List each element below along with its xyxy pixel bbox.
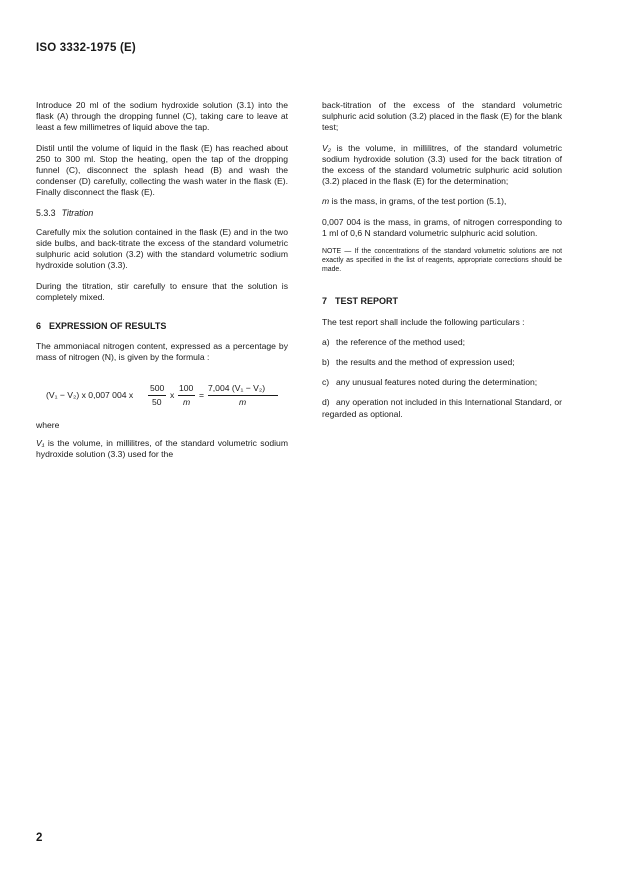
paragraph-back-titration: back-titration of the excess of the standard volumetric sulphuric acid solution (3.2) placed in the flask (E) for the blank test; (322, 100, 562, 133)
definition-v2-text: is the volume, in millilitres, of the standard volumetric sodium hydroxide solution (3.3) used for the back titration of the excess of the standard volumetric sulphuric acid solution (3.2) placed in the flask (E) for the determination; (322, 142, 562, 187)
subsection-number: 5.3.3 (36, 207, 56, 218)
report-item-text: any unusual features noted during the determination; (336, 377, 538, 388)
right-column (322, 100, 562, 429)
report-item (322, 357, 562, 368)
report-item-label: a) (322, 336, 330, 347)
subsection-title: Titration (61, 207, 94, 218)
formula-denominator-3: m (239, 396, 247, 407)
formula-times: x (170, 389, 175, 400)
paragraph-distil: Distil until the volume of liquid in the flask (E) has reached about 250 to 300 ml. Stop the heating, open the tap of the dropping funnel (C), disconnect the splash head (B) and wash the condenser (D) carefully, collecting the wash water in the flask (E). Finally disconnect the flask (E). (36, 142, 288, 198)
nitrogen-formula (36, 378, 288, 416)
report-item-label: c) (322, 377, 330, 388)
subsection-heading (36, 208, 288, 219)
paragraph-titration: Carefully mix the solution contained in the flask (E) and in the two side bulbs, and back-titrate the excess of the standard volumetric sulphuric acid solution (3.2) with the standard volumetric sodium hydroxide solution (3.3). (36, 226, 288, 271)
report-item-label: d) (322, 397, 330, 408)
section-6-heading (36, 321, 288, 332)
report-item-text: the reference of the method used; (336, 336, 465, 347)
formula-numerator-2: 100 (179, 382, 194, 393)
definition-v1 (36, 438, 288, 460)
section-number: 7 (322, 296, 328, 307)
definition-v1-text: is the volume, in millilitres, of the standard volumetric sodium hydroxide solution (3.3) used for the (36, 437, 288, 460)
report-item-text: any operation not included in this International Standard, or regarded as optional. (322, 397, 562, 419)
report-item (322, 397, 562, 419)
fraction-bar-3 (208, 395, 278, 396)
section-title: EXPRESSION OF RESULTS (49, 321, 167, 332)
report-item-text: the results and the method of expression used; (336, 357, 515, 368)
note: NOTE — If the concentrations of the standard volumetric solutions are not exactly as specified in the list of reagents, appropriate corrections should be made. (322, 248, 562, 273)
paragraph-report-intro: The test report shall include the following particulars : (322, 316, 525, 327)
section-7-heading (322, 296, 562, 307)
report-item (322, 337, 562, 348)
formula-denominator-2: m (183, 396, 191, 407)
section-title: TEST REPORT (335, 296, 399, 307)
left-column (36, 100, 288, 469)
fraction-bar-2 (178, 395, 195, 396)
definition-constant: 0,007 004 is the mass, in grams, of nitrogen corresponding to 1 ml of 0,6 N standard volumetric sulphuric acid solution. (322, 216, 562, 238)
report-items-list (322, 337, 562, 420)
paragraph-formula-intro: The ammoniacal nitrogen content, expressed as a percentage by mass of nitrogen (N), is given by the formula : (36, 341, 288, 363)
report-item (322, 377, 562, 388)
definition-m-text: is the mass, in grams, of the test portion (5.1), (329, 196, 507, 207)
definition-m (322, 196, 562, 207)
definition-v2 (322, 143, 562, 188)
formula-denominator-1: 50 (152, 396, 162, 407)
formula-lhs: (V₁ − V₂) x 0,007 004 x (46, 389, 134, 400)
formula-equals: = (199, 389, 205, 400)
paragraph-introduce: Introduce 20 ml of the sodium hydroxide solution (3.1) into the flask (A) through the dropping funnel (C), taking care to leave at least a few millimetres of liquid above the tap. (36, 100, 288, 133)
page-header: ISO 3332-1975 (E) (36, 42, 136, 54)
symbol-v1: V₁ (36, 437, 45, 448)
symbol-m: m (322, 196, 330, 207)
fraction-bar-1 (148, 395, 166, 396)
report-item-label: b) (322, 357, 330, 368)
symbol-v2: V₂ (322, 142, 332, 153)
paragraph-stir: During the titration, stir carefully to ensure that the solution is completely mixed. (36, 280, 288, 302)
section-number: 6 (36, 321, 42, 332)
formula-numerator-1: 500 (150, 382, 165, 393)
page-number: 2 (36, 832, 43, 844)
formula-numerator-3: 7,004 (V₁ − V₂) (208, 382, 266, 393)
where-label: where (36, 419, 60, 430)
